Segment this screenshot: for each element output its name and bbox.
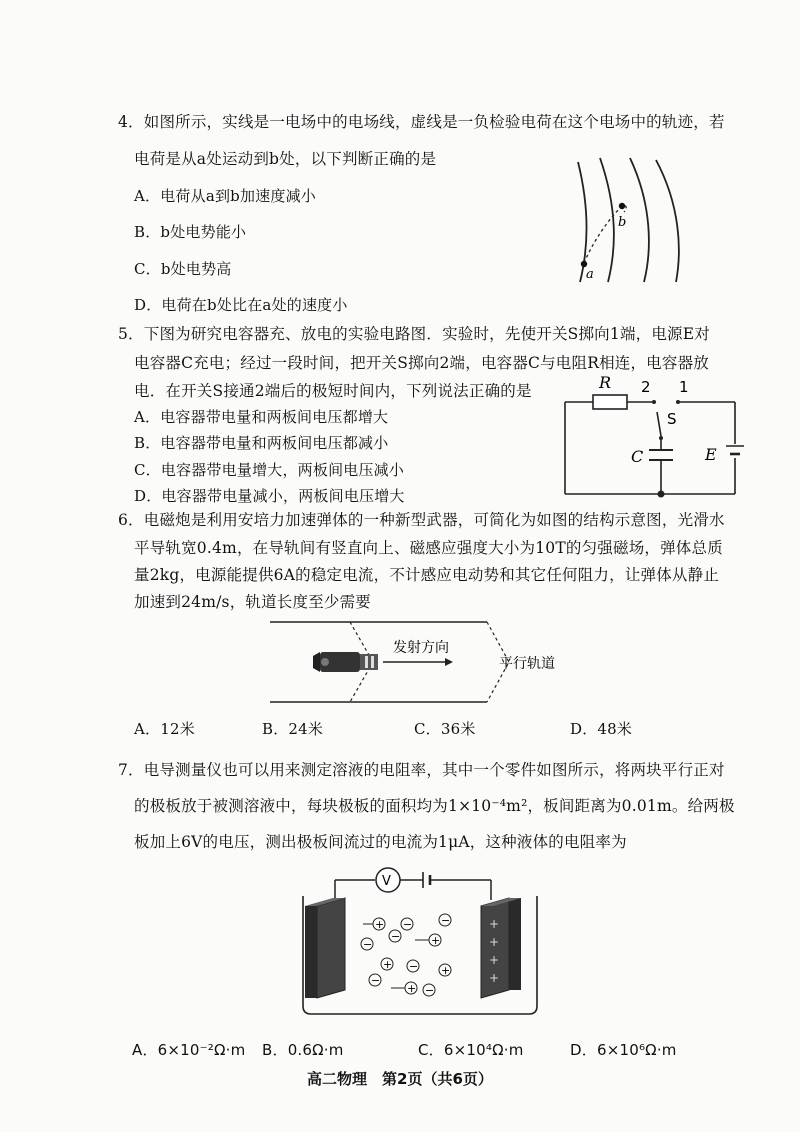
q7-option-a: A．6×10⁻²Ω·m [132,1041,246,1059]
svg-text:−: − [391,930,401,943]
q6-option-d: D．48米 [570,720,633,738]
svg-text:+: + [489,917,500,931]
svg-text:+: + [383,958,393,971]
svg-text:−: − [403,918,413,931]
label-S: S [667,410,677,428]
q7-option-d: D．6×10⁶Ω·m [570,1041,677,1059]
label-terminal-1: 1 [679,378,689,396]
q4-option-c: C．b处电势高 [134,260,232,278]
field-line-2 [600,158,614,282]
q7-option-c: C．6×10⁴Ω·m [418,1041,524,1059]
q6-stem-line3: 量2kg，电源能提供6A的稳定电流，不计感应电动势和其它任何阻力，让弹体从静止 [134,566,720,584]
svg-text:−: − [409,960,419,973]
svg-text:−: − [425,984,435,997]
field-line-4 [656,160,679,282]
svg-text:−: − [441,914,451,927]
q6-stem-line1: 6．电磁炮是利用安培力加速弹体的一种新型武器，可简化为如图的结构示意图，光滑水 [118,511,725,529]
q7-stem-line3: 板加上6V的电压，测出极板间流过的电流为1μA，这种液体的电阻率为 [134,833,627,851]
q5-option-b: B．电容器带电量和两板间电压都减小 [134,434,389,452]
resistor-symbol [593,395,627,409]
rail-label: 平行轨道 [499,656,555,672]
q6-option-b: B．24米 [262,720,324,738]
q6-option-a: A．12米 [134,720,195,738]
q4-option-b: B．b处电势能小 [134,223,247,241]
label-E: E [705,445,717,464]
left-plate [317,898,345,998]
svg-text:−: − [371,974,381,987]
q5-circuit-figure [555,374,750,506]
switch-blade [657,412,661,436]
projectile [313,652,378,672]
point-b-dot [619,203,625,209]
q5-option-a: A．电容器带电量和两板间电压都增大 [134,408,389,426]
svg-text:−: − [363,938,373,951]
q6-railgun-figure [265,612,595,712]
q5-option-c: C．电容器带电量增大，两板间电压减小 [134,461,405,479]
label-a: a [586,267,594,282]
direction-label: 发射方向 [393,640,449,656]
q7-stem-line2: 的极板放于被测溶液中，每块极板的面积均为1×10⁻⁴m²，板间距离为0.01m。给两极 [134,797,735,815]
svg-text:+: + [489,971,500,985]
page-footer: 高二物理 第2页（共6页） [307,1070,493,1088]
svg-text:+: + [431,934,441,947]
q5-stem-line3: 电．在开关S接通2端后的极短时间内，下列说法正确的是 [134,382,532,400]
q4-stem-line1: 4．如图所示，实线是一电场中的电场线，虚线是一负检验电荷在这个电场中的轨迹，若 [118,113,725,131]
q5-option-d: D．电容器带电量减小，两板间电压增大 [134,487,405,505]
svg-text:+: + [375,918,385,931]
label-terminal-2: 2 [641,378,651,396]
svg-text:+: + [489,953,500,967]
svg-text:+: + [441,964,451,977]
q7-electrode-figure [295,866,545,1026]
q4-stem-line2: 电荷是从a处运动到b处，以下判断正确的是 [134,150,437,168]
field-line-3 [630,158,649,282]
q4-option-a: A．电荷从a到b加速度减小 [134,187,316,205]
q5-stem-line2: 电容器C充电；经过一段时间，把开关S掷向2端，电容器C与电阻R相连，电容器放 [134,354,709,372]
q5-stem-line1: 5．下图为研究电容器充、放电的实验电路图．实验时，先使开关S掷向1端，电源E对 [118,325,710,343]
q6-stem-line2: 平导轨宽0.4m，在导轨间有竖直向上、磁感应强度大小为10T的匀强磁场，弹体总质 [134,539,723,557]
label-b: b [618,215,627,230]
q6-stem-line4: 加速到24m/s，轨道长度至少需要 [134,593,371,611]
label-C: C [631,447,644,466]
voltmeter-label: V [382,874,391,889]
junction-dot [658,491,665,498]
q7-stem-line1: 7．电导测量仪也可以用来测定溶液的电阻率，其中一个零件如图所示，将两块平行正对 [118,761,725,779]
label-R: R [599,374,612,392]
q4-field-line-figure [560,150,700,290]
q6-option-c: C．36米 [414,720,476,738]
svg-text:+: + [489,935,500,949]
q7-option-b: B．0.6Ω·m [262,1041,344,1059]
svg-text:+: + [407,982,417,995]
ions [361,914,451,997]
q4-option-d: D．电荷在b处比在a处的速度小 [134,296,348,314]
